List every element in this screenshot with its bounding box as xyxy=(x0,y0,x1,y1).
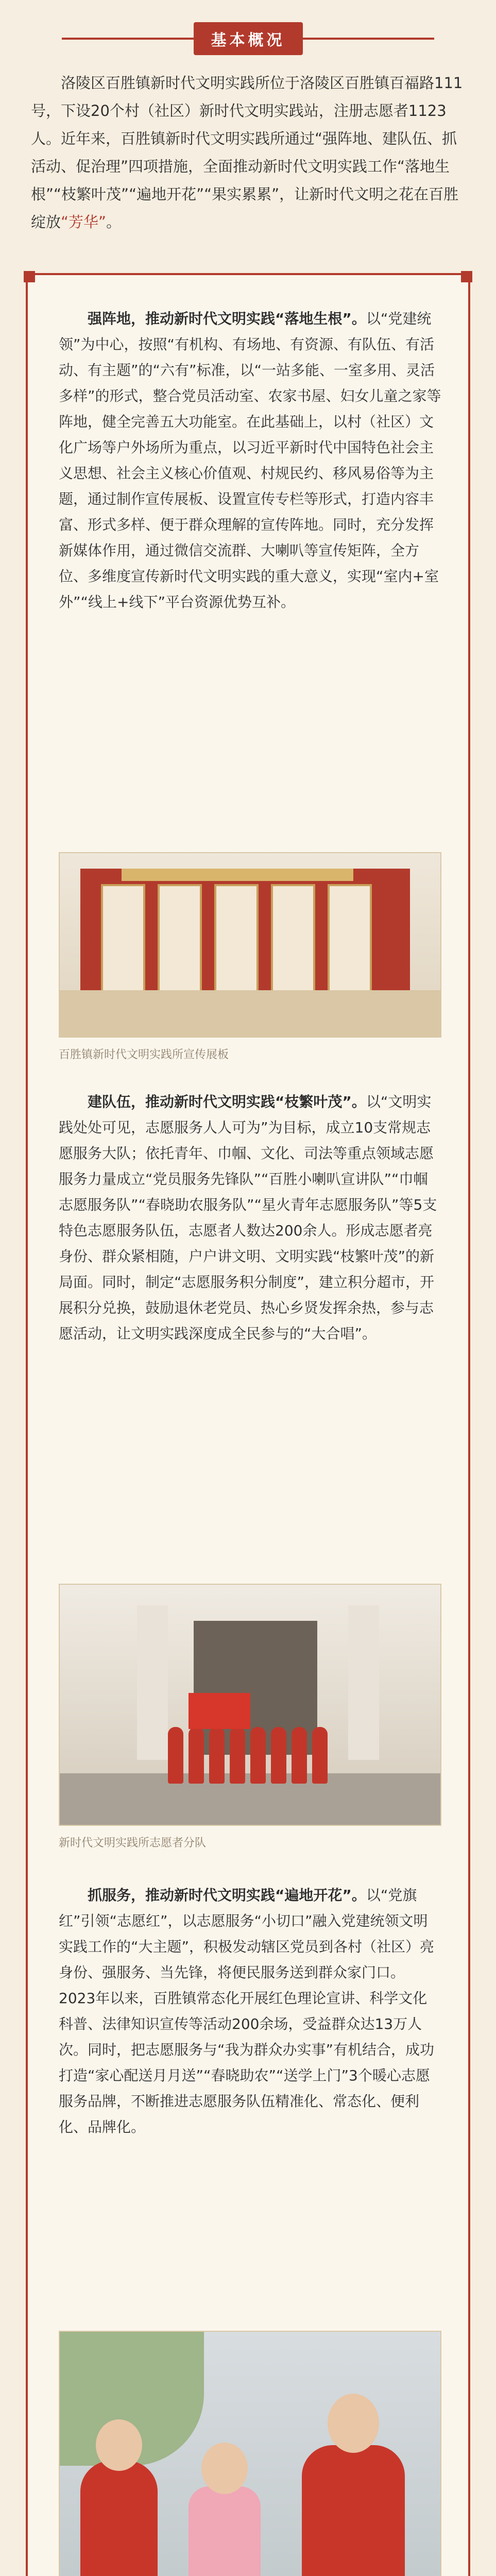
team-flag xyxy=(189,1693,250,1729)
corner-ornament xyxy=(24,271,35,282)
section-paragraph xyxy=(59,306,441,615)
display-board xyxy=(328,884,372,1007)
photo-school-activity xyxy=(59,2331,441,2576)
section-build-teams xyxy=(59,1089,441,1347)
child xyxy=(189,2486,261,2576)
column xyxy=(137,1605,168,1760)
intro-text: 洛陵区百胜镇新时代文明实践所位于洛陵区百胜镇百福路111号，下设20个村（社区）新时代文明实践站，注册志愿者1123人。近年来，百胜镇新时代文明实践所通过“强阵地、建队伍、抓活动、促治理”四项措施，全面推动新时代文明实践工作“落地生根”“枝繁叶茂”“遍地开花”“果实累累”，让新时代文明之花在百胜绽放 xyxy=(31,74,463,231)
column xyxy=(348,1605,379,1760)
volunteer xyxy=(271,1727,286,1784)
volunteer xyxy=(250,1727,266,1784)
volunteer xyxy=(230,1727,245,1784)
section-lead: 抓服务，推动新时代文明实践“遍地开花”。 xyxy=(88,1887,366,1904)
face xyxy=(201,2443,248,2494)
section-banner xyxy=(31,21,465,57)
face xyxy=(96,2419,142,2471)
volunteer xyxy=(80,2461,158,2576)
photo-volunteer-team xyxy=(59,1584,441,1826)
section-body: 以“党旗红”引领“志愿红”，以志愿服务“小切口”融入党建统领文明实践工作的“大主题”，积极发动辖区党员到各村（社区）亮身份、强服务、当先锋，将便民服务送到群众家门口。2023年以来，百胜镇常态化开展红色理论宣讲、科学文化科普、法律知识宣传等活动200余场，受益群众达13万人次。同时，把志愿服务与“我为群众办实事”有机结合，成功打造“家心配送月月送”“春晓助农”“送学上门”3个暖心志愿服务品牌，不断推进志愿服务队伍精准化、常态化、便利化、品牌化。 xyxy=(59,1887,435,2136)
volunteer xyxy=(312,1727,328,1784)
wall-banner xyxy=(122,869,353,881)
section-services xyxy=(59,1883,441,2140)
section-lead: 建队伍，推动新时代文明实践“枝繁叶茂”。 xyxy=(88,1093,366,1110)
display-board xyxy=(271,884,315,1007)
section-body: 以“文明实践处处可见，志愿服务人人可为”为目标，成立10支常规志愿服务大队；依托青年、巾帼、文化、司法等重点领域志愿服务力量成立“党员服务先锋队”“百胜小喇叭宣讲队”“巾帼志愿服务队”“春晓助农服务队”“星火青年志愿服务队”等5支特色志愿服务队伍，志愿者人数达200余人。形成志愿者亮身份、群众紧相随，户户讲文明、文明实践“枝繁叶茂”的新局面。同时，制定“志愿服务积分制度”，建立积分超市，开展积分兑换，鼓励退休老党员、热心乡贤发挥余热，参与志愿活动，让文明实践深度成全民参与的“大合唱”。 xyxy=(59,1093,437,1342)
overview-section xyxy=(31,21,465,251)
floor xyxy=(60,990,440,1037)
volunteer xyxy=(189,1727,204,1784)
section-lead: 强阵地，推动新时代文明实践“落地生根”。 xyxy=(88,310,366,327)
intro-paragraph xyxy=(31,69,465,236)
section-strengthen-positions xyxy=(59,306,441,615)
volunteer xyxy=(209,1727,225,1784)
section-paragraph xyxy=(59,1883,441,2140)
display-board xyxy=(101,884,145,1007)
volunteer xyxy=(168,1727,183,1784)
intro-end: 。 xyxy=(106,213,122,231)
volunteer xyxy=(292,1727,307,1784)
content-panel xyxy=(26,273,470,2576)
corner-ornament xyxy=(461,271,472,282)
section-body: 以“党建统领”为中心，按照“有机构、有场地、有资源、有队伍、有活动、有主题”的“六有”标准，以“一站多能、一室多用、灵活多样”的形式，整合党员活动室、农家书屋、妇女儿童之家等阵地，健全完善五大功能室。在此基础上，以村（社区）文化广场等户外场所为重点，以习近平新时代中国特色社会主义思想、社会主义核心价值观、村规民约、移风易俗等为主题，通过制作宣传展板、设置宣传专栏等形式，打造内容丰富、形式多样、便于群众理解的宣传阵地。同时，充分发挥新媒体作用，通过微信交流群、大喇叭等宣传矩阵，全方位、多维度宣传新时代文明实践的重大意义，实现“室内+室外”“线上+线下”平台资源优势互补。 xyxy=(59,310,441,611)
volunteer xyxy=(302,2445,405,2576)
photo-caption: 百胜镇新时代文明实践所宣传展板 xyxy=(59,1048,229,1061)
section-title: 基本概况 xyxy=(194,22,303,55)
display-board xyxy=(158,884,202,1007)
photo-caption: 新时代文明实践所志愿者分队 xyxy=(59,1837,207,1850)
intro-accent: “芳华” xyxy=(61,213,107,231)
photo-display-wall xyxy=(59,852,441,1038)
display-board xyxy=(214,884,259,1007)
section-paragraph xyxy=(59,1089,441,1347)
face xyxy=(328,2394,379,2453)
